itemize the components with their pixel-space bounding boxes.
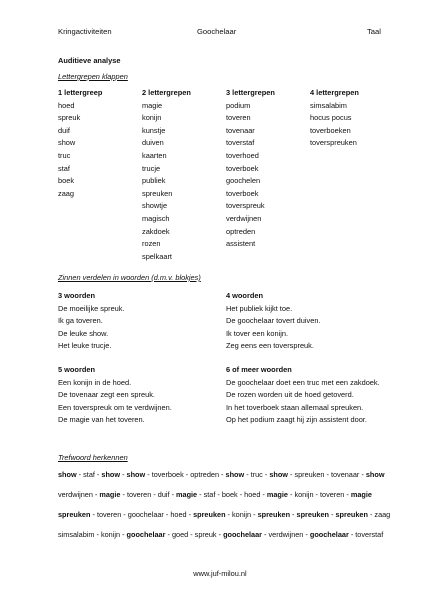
- word-sequence: - staf - boek - hoed -: [197, 490, 267, 499]
- lettergrepen-heading: Lettergrepen klappen: [58, 72, 128, 81]
- sentence: De leuke show.: [58, 328, 109, 338]
- keyword: goochelaar: [309, 530, 349, 539]
- word: showtje: [142, 201, 168, 211]
- word-sequence: - konijn - toveren -: [287, 490, 351, 499]
- column-title: 1 lettergreep: [58, 88, 103, 97]
- sentence: De goochelaar doet een truc met een zakdoek.: [226, 377, 380, 387]
- word: show: [58, 138, 76, 148]
- word: optreden: [226, 226, 256, 236]
- keyword: spreuken: [58, 510, 91, 519]
- sentence: Ik tover een konijn.: [226, 328, 289, 338]
- syllable-column-2: [142, 87, 191, 263]
- word-sequence: - truc -: [244, 470, 270, 479]
- word-sequence: - toverboek - optreden -: [145, 470, 226, 479]
- block-title: 5 woorden: [58, 365, 95, 374]
- keyword: spreuken: [193, 510, 226, 519]
- keyword: show: [225, 470, 245, 479]
- keyword: magie: [350, 490, 372, 499]
- trefwoord-line-magie: [58, 490, 372, 499]
- word: zaag: [58, 188, 75, 198]
- word: publiek: [142, 176, 166, 186]
- keyword: spreuken: [257, 510, 291, 519]
- word: verdwijnen: [226, 213, 262, 223]
- word: hocus pocus: [310, 113, 352, 123]
- word: goochelen: [226, 176, 261, 186]
- block-title: 4 woorden: [226, 291, 263, 300]
- keyword: magie: [266, 490, 288, 499]
- word: tovenaar: [226, 125, 255, 135]
- syllable-column-3: [226, 87, 275, 251]
- sentence: De magie van het toveren.: [58, 415, 145, 425]
- word: magie: [142, 100, 163, 110]
- keyword: show: [365, 470, 385, 479]
- word-sequence: - konijn -: [225, 510, 258, 519]
- word: zakdoek: [142, 226, 170, 236]
- word: kaarten: [142, 150, 167, 160]
- word: spreuken: [142, 188, 173, 198]
- word-sequence: - staf -: [76, 470, 102, 479]
- word: kunstje: [142, 125, 166, 135]
- column-title: 4 lettergrepen: [310, 88, 359, 97]
- keyword: show: [269, 470, 288, 479]
- trefwoord-line-spreuken: [58, 510, 390, 519]
- header-theme: Goochelaar: [197, 27, 237, 36]
- keyword: magie: [176, 490, 198, 499]
- word: rozen: [142, 239, 161, 249]
- keyword: goochelaar: [223, 530, 262, 539]
- word: toverhoed: [226, 150, 259, 160]
- word: assistent: [226, 239, 256, 249]
- word: konijn: [142, 113, 162, 123]
- sentence: De tovenaar zegt een spreuk.: [58, 390, 155, 400]
- keyword: magie: [99, 490, 121, 499]
- word: spelkaart: [142, 251, 172, 261]
- sentence: De goochelaar tovert duiven.: [226, 316, 321, 326]
- word-sequence: verdwijnen -: [58, 490, 100, 499]
- trefwoord-line-show: [58, 470, 385, 479]
- keyword: show: [58, 470, 77, 479]
- sentence-block-6-words: [226, 364, 426, 427]
- word-sequence: - goed - spreuk -: [165, 530, 224, 539]
- block-title: 3 woorden: [58, 291, 95, 300]
- word-sequence: simsalabim - konijn -: [58, 530, 127, 539]
- word: toverspreuk: [226, 201, 265, 211]
- word-sequence: - toverstaf: [348, 530, 384, 539]
- word: toverboek: [226, 163, 259, 173]
- word: podium: [226, 100, 251, 110]
- column-title: 3 lettergrepen: [226, 88, 275, 97]
- sentence: Een konijn in de hoed.: [58, 377, 132, 387]
- zinnen-heading: Zinnen verdelen in woorden (d.m.v. blokjes): [58, 273, 201, 282]
- syllable-column-4: [310, 87, 359, 150]
- keyword: spreuken: [335, 510, 368, 519]
- block-title: 6 of meer woorden: [226, 365, 292, 374]
- footer-website: www.juf-milou.nl: [193, 569, 247, 578]
- keyword: goochelaar: [126, 530, 166, 539]
- word: trucje: [142, 163, 161, 173]
- word-sequence: - verdwijnen -: [262, 530, 310, 539]
- sentence-block-3-words: [58, 290, 228, 353]
- keyword: show: [126, 470, 146, 479]
- section-title: Auditieve analyse: [58, 56, 121, 65]
- word-sequence: -: [120, 470, 127, 479]
- column-title: 2 lettergrepen: [142, 88, 191, 97]
- keyword: spreuken: [296, 510, 329, 519]
- sentence: De rozen worden uit de hoed getoverd.: [226, 390, 354, 400]
- word: toverboek: [226, 188, 259, 198]
- sentence: In het toverboek staan allemaal spreuken.: [226, 402, 364, 412]
- sentence-block-4-words: [226, 290, 396, 353]
- sentence: Ik ga toveren.: [58, 316, 103, 326]
- sentence: Het leuke trucje.: [58, 341, 112, 351]
- word-sequence: - zaag: [367, 510, 391, 519]
- header-category: Taal: [367, 27, 381, 36]
- sentence: Op het podium zaagt hij zijn assistent door.: [226, 415, 367, 425]
- word: duif: [58, 125, 70, 135]
- word: toverstaf: [226, 138, 255, 148]
- sentence-block-5-words: [58, 364, 228, 427]
- word-sequence: -: [290, 510, 297, 519]
- syllable-column-1: [58, 87, 102, 200]
- word: duiven: [142, 138, 164, 148]
- sentence: De moeilijke spreuk.: [58, 303, 125, 313]
- sentence: Zeg eens een toverspreuk.: [226, 341, 314, 351]
- word: toveren: [226, 113, 251, 123]
- word-sequence: -: [328, 510, 336, 519]
- trefwoord-heading: Trefwoord herkennen: [58, 453, 128, 462]
- word-sequence: - spreuken - tovenaar -: [287, 470, 366, 479]
- word: hoed: [58, 100, 75, 110]
- word-sequence: - toveren - goochelaar - hoed -: [90, 510, 194, 519]
- word: boek: [58, 176, 75, 186]
- keyword: show: [101, 470, 121, 479]
- sentence: Het publiek kijkt toe.: [226, 303, 293, 313]
- word-sequence: - toveren - duif -: [120, 490, 177, 499]
- word: staf: [58, 163, 70, 173]
- word: spreuk: [58, 113, 81, 123]
- header-subject: Kringactiviteiten: [58, 27, 112, 36]
- word: toverboeken: [310, 125, 351, 135]
- word: toverspreuken: [310, 138, 357, 148]
- word: simsalabim: [310, 100, 347, 110]
- word: truc: [58, 150, 71, 160]
- trefwoord-line-goochelaar: [58, 530, 383, 539]
- sentence: Een toverspreuk om te verdwijnen.: [58, 402, 172, 412]
- word: magisch: [142, 213, 170, 223]
